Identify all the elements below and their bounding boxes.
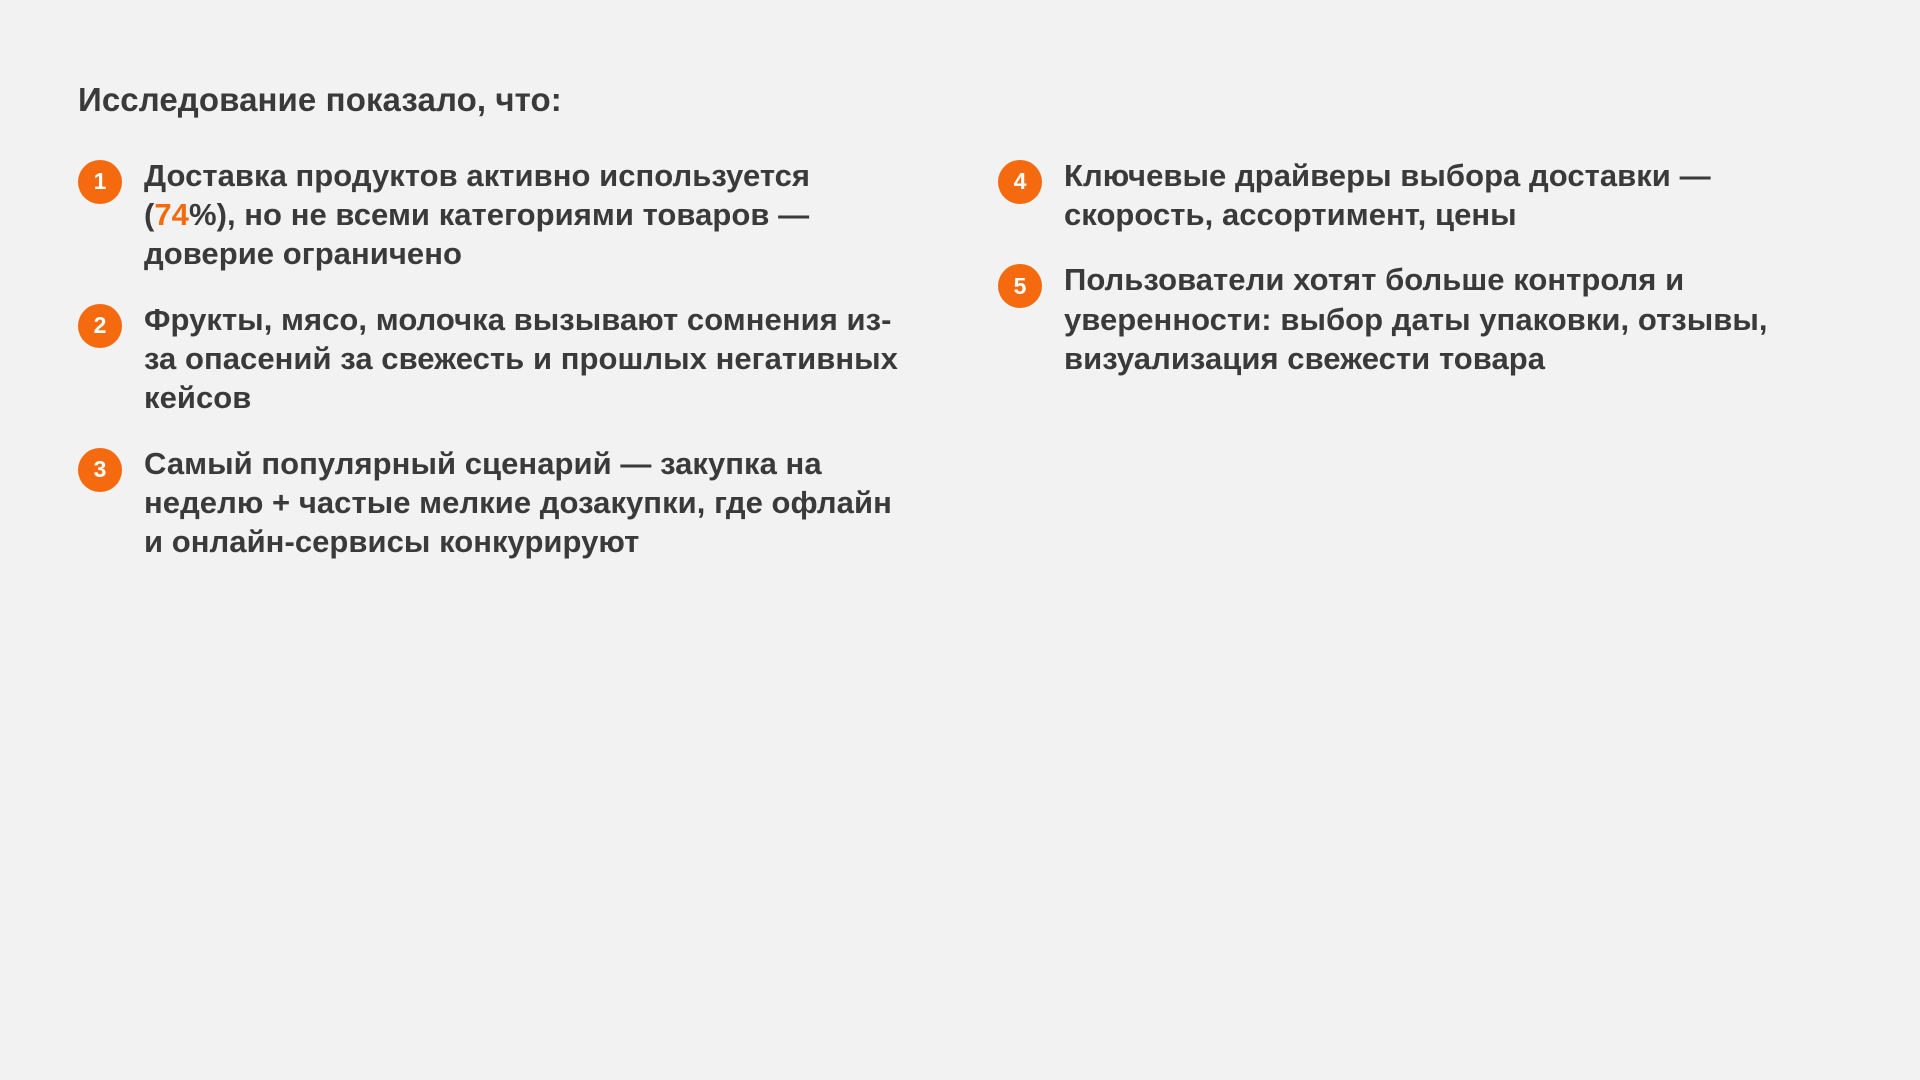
point-number-badge: 3	[78, 448, 122, 492]
point-text-part-before: Доставка продуктов активно используется (	[144, 157, 811, 232]
point-number-badge: 1	[78, 160, 122, 204]
list-item	[78, 300, 908, 418]
right-column	[998, 156, 1828, 379]
point-text-part-after: %), но не всеми категориями товаров — доверие ограничено	[144, 196, 810, 272]
point-number-badge: 2	[78, 304, 122, 348]
point-text	[144, 156, 904, 274]
point-text: Самый популярный сценарий — закупка на неделю + частые мелкие дозакупки, где офлайн и онлайн-сервисы конкурируют	[144, 445, 892, 560]
list-item	[78, 156, 908, 274]
point-number-badge: 4	[998, 160, 1042, 204]
points-columns	[78, 156, 1830, 562]
left-column	[78, 156, 908, 562]
page-title: Исследование показало, что:	[78, 81, 562, 118]
list-item	[78, 444, 908, 562]
point-number-badge: 5	[998, 264, 1042, 308]
list-item	[998, 260, 1828, 378]
point-text: Ключевые драйверы выбора доставки — скорость, ассортимент, цены	[1064, 157, 1711, 232]
point-text-highlight: 74	[154, 196, 189, 232]
point-text: Пользователи хотят больше контроля и уверенности: выбор даты упаковки, отзывы, визуализация свежести товара	[1064, 262, 1768, 377]
point-text: Фрукты, мясо, молочка вызывают сомнения из-за опасений за свежесть и прошлых негативных кейсов	[144, 301, 898, 416]
list-item	[998, 156, 1828, 235]
